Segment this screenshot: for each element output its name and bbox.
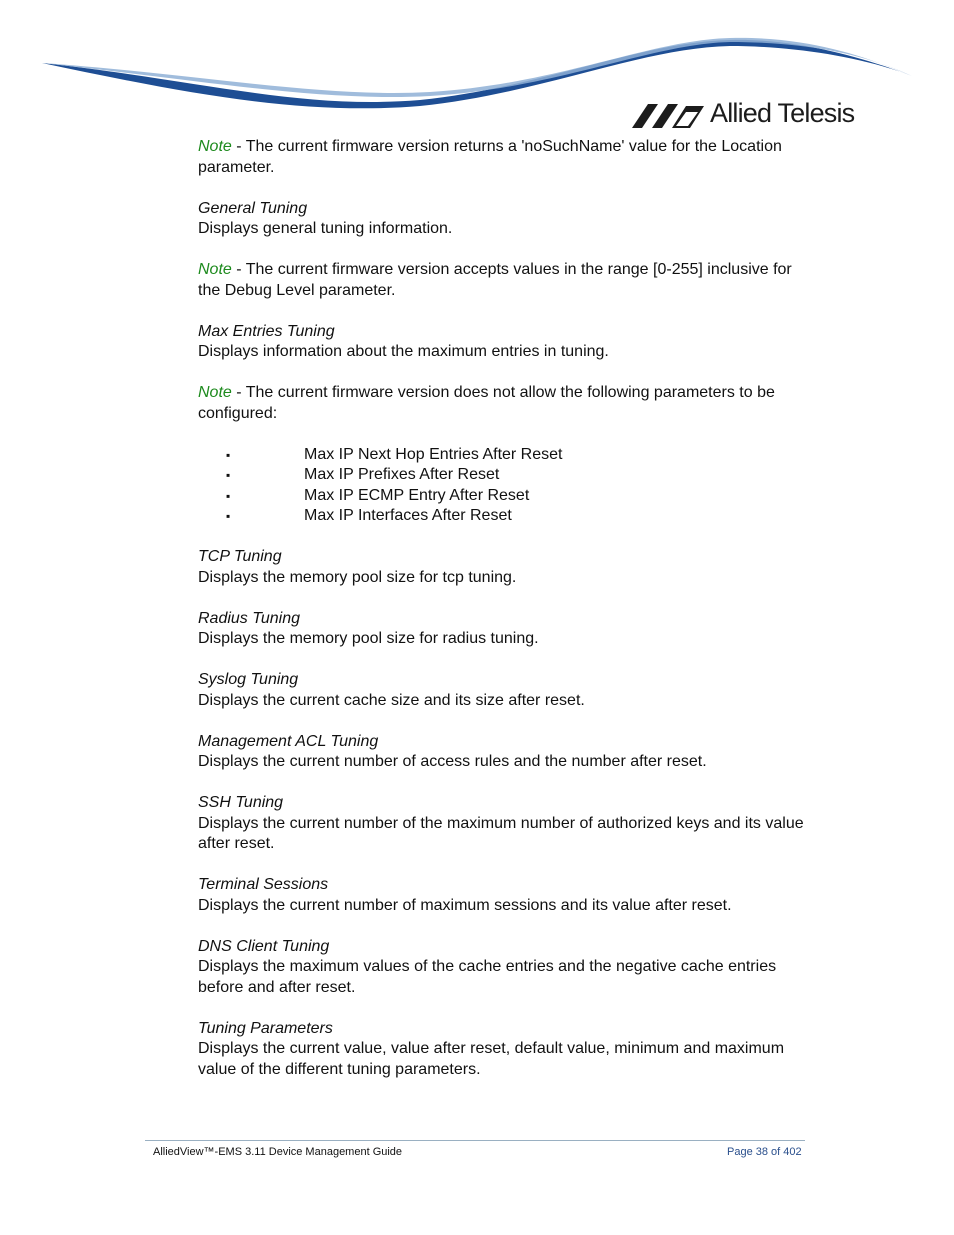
bullet-icon: ▪ (226, 447, 231, 462)
section-description: Displays the maximum values of the cache entries and the negative cache entries before and after reset. (198, 958, 777, 996)
bullet-icon: ▪ (226, 488, 231, 503)
note-label: Note (198, 261, 232, 278)
section-description: Displays the current value, value after reset, default value, minimum and maximum value of the different tuning parameters. (198, 1040, 785, 1078)
section-description: Displays the current number of access rules and the number after reset. (198, 753, 707, 770)
section-tcp-tuning (198, 547, 808, 588)
section-dns-client-tuning (198, 937, 808, 999)
section-title: Tuning Parameters (198, 1019, 333, 1037)
list-item (198, 465, 808, 486)
section-title: General Tuning (198, 199, 308, 217)
list-item (198, 506, 808, 527)
note-label: Note (198, 138, 232, 155)
section-title: TCP Tuning (198, 548, 282, 565)
section-description: Displays information about the maximum entries in tuning. (198, 343, 609, 360)
footer-document-title: AlliedView™-EMS 3.11 Device Management Guide (153, 1146, 403, 1158)
bullet-icon: ▪ (226, 468, 231, 482)
note-label: Note (198, 384, 232, 401)
note-paragraph (198, 260, 808, 301)
section-title: Terminal Sessions (198, 876, 329, 893)
bullet-icon: ▪ (226, 509, 231, 523)
note-text: - The current firmware version returns a 'noSuchName' value for the Location parameter. (198, 138, 782, 176)
brand-name: Allied Telesis (710, 98, 855, 128)
section-title: Syslog Tuning (198, 671, 299, 688)
list-item-text: Max IP Interfaces After Reset (304, 507, 512, 524)
section-radius-tuning (198, 609, 808, 650)
section-max-entries-tuning (198, 322, 808, 363)
section-description: Displays the memory pool size for radius tuning. (198, 630, 539, 647)
section-title: Management ACL Tuning (198, 732, 379, 750)
list-item-text: Max IP Next Hop Entries After Reset (304, 445, 563, 463)
section-general-tuning (198, 199, 808, 240)
list-item (198, 486, 808, 507)
section-description: Displays the current number of the maximum number of authorized keys and its value after reset. (198, 814, 804, 852)
footer-divider (145, 1140, 805, 1141)
section-description: Displays general tuning information. (198, 220, 453, 237)
section-description: Displays the current cache size and its size after reset. (198, 691, 585, 709)
parameter-list (198, 445, 808, 527)
note-paragraph (198, 383, 808, 424)
note-text: - The current firmware version accepts values in the range [0-255] inclusive for the Debug Level parameter. (198, 261, 792, 299)
list-item-text: Max IP Prefixes After Reset (304, 466, 500, 483)
section-terminal-sessions (198, 875, 808, 916)
section-description: Displays the memory pool size for tcp tuning. (198, 568, 517, 586)
section-title: DNS Client Tuning (198, 937, 330, 955)
allied-telesis-logo (628, 100, 868, 134)
list-item (198, 445, 808, 466)
document-body (198, 137, 808, 1101)
section-description: Displays the current number of maximum sessions and its value after reset. (198, 896, 732, 914)
allied-telesis-mark-icon (628, 100, 706, 130)
section-title: Radius Tuning (198, 609, 300, 627)
note-paragraph (198, 137, 808, 178)
section-tuning-parameters (198, 1019, 808, 1081)
section-title: SSH Tuning (198, 794, 284, 811)
note-text: - The current firmware version does not allow the following parameters to be configured: (198, 384, 775, 422)
section-title: Max Entries Tuning (198, 322, 335, 340)
section-management-acl-tuning (198, 732, 808, 773)
section-syslog-tuning (198, 670, 808, 711)
list-item-text: Max IP ECMP Entry After Reset (304, 486, 530, 504)
section-ssh-tuning (198, 793, 808, 855)
footer-page-number: Page 38 of 402 (727, 1146, 802, 1158)
